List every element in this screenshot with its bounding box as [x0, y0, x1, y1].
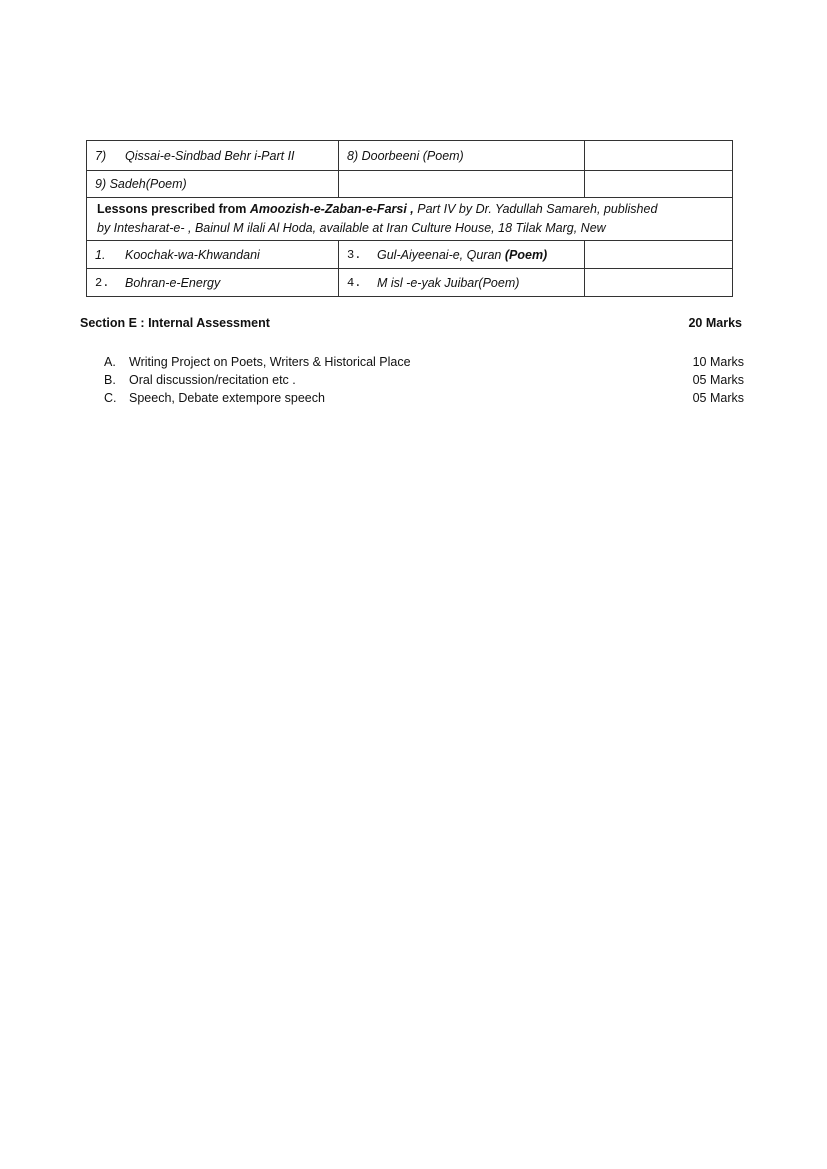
table-cell [87, 241, 339, 268]
lessons-line-2: by Intesharat-e- , Bainul M ilali Al Hoda, available at Iran Culture House, 18 Tilak Marg, New [97, 221, 606, 235]
lessons-detail: Part IV by Dr. Yadullah Samareh, published [413, 202, 658, 216]
table-cell-empty [585, 171, 732, 197]
item-marks: 10 Marks [692, 355, 744, 369]
item-letter: A. [104, 355, 116, 369]
table-row [86, 170, 733, 197]
table-row [86, 240, 733, 268]
item-title: 9) Sadeh(Poem) [95, 177, 187, 191]
item-marks: 05 Marks [692, 391, 744, 405]
item-title: Koochak-wa-Khwandani [125, 247, 260, 262]
item-number: 2. [95, 275, 110, 290]
item-title: Qissai-e-Sindbad Behr i-Part II [125, 148, 295, 163]
item-marks: 05 Marks [692, 373, 744, 387]
table-cell [339, 141, 585, 170]
section-marks: 20 Marks [688, 316, 742, 330]
item-title: Gul-Aiyeenai-e, Quran [377, 247, 502, 262]
lessons-lead: Lessons prescribed from [97, 202, 247, 216]
item-letter: C. [104, 391, 117, 405]
lessons-line-1 [97, 200, 722, 219]
section-title: Section E : Internal Assessment [80, 316, 270, 330]
table-cell [339, 241, 585, 268]
list-item [104, 353, 744, 371]
item-number: 3. [347, 247, 362, 262]
item-title: M isl -e-yak Juibar(Poem) [377, 275, 520, 290]
table-cell [87, 141, 339, 170]
item-title: Bohran-e-Energy [125, 275, 221, 290]
section-e-heading [80, 316, 742, 330]
item-text: Oral discussion/recitation etc . [129, 373, 296, 387]
table-cell [339, 269, 585, 296]
table-cell-empty [585, 269, 732, 296]
item-number: 7) [95, 148, 107, 163]
item-number: 1. [95, 247, 106, 262]
lessons-table [86, 140, 733, 297]
table-row [86, 268, 733, 297]
item-text: Speech, Debate extempore speech [129, 391, 325, 405]
item-title: 8) Doorbeeni (Poem) [347, 148, 464, 163]
table-cell-empty [585, 241, 732, 268]
item-text: Writing Project on Poets, Writers & Historical Place [129, 355, 411, 369]
assessment-list [104, 353, 744, 407]
table-row [86, 140, 733, 170]
item-tag: (Poem) [504, 247, 548, 262]
item-number: 4. [347, 275, 362, 290]
table-cell-empty [339, 171, 585, 197]
lessons-prescribed-row [86, 197, 733, 240]
book-title: Amoozish-e-Zaban-e-Farsi , [249, 202, 414, 216]
table-cell [87, 269, 339, 296]
item-letter: B. [104, 373, 116, 387]
list-item [104, 389, 744, 407]
table-cell-empty [585, 141, 732, 170]
table-cell [87, 171, 339, 197]
list-item [104, 371, 744, 389]
